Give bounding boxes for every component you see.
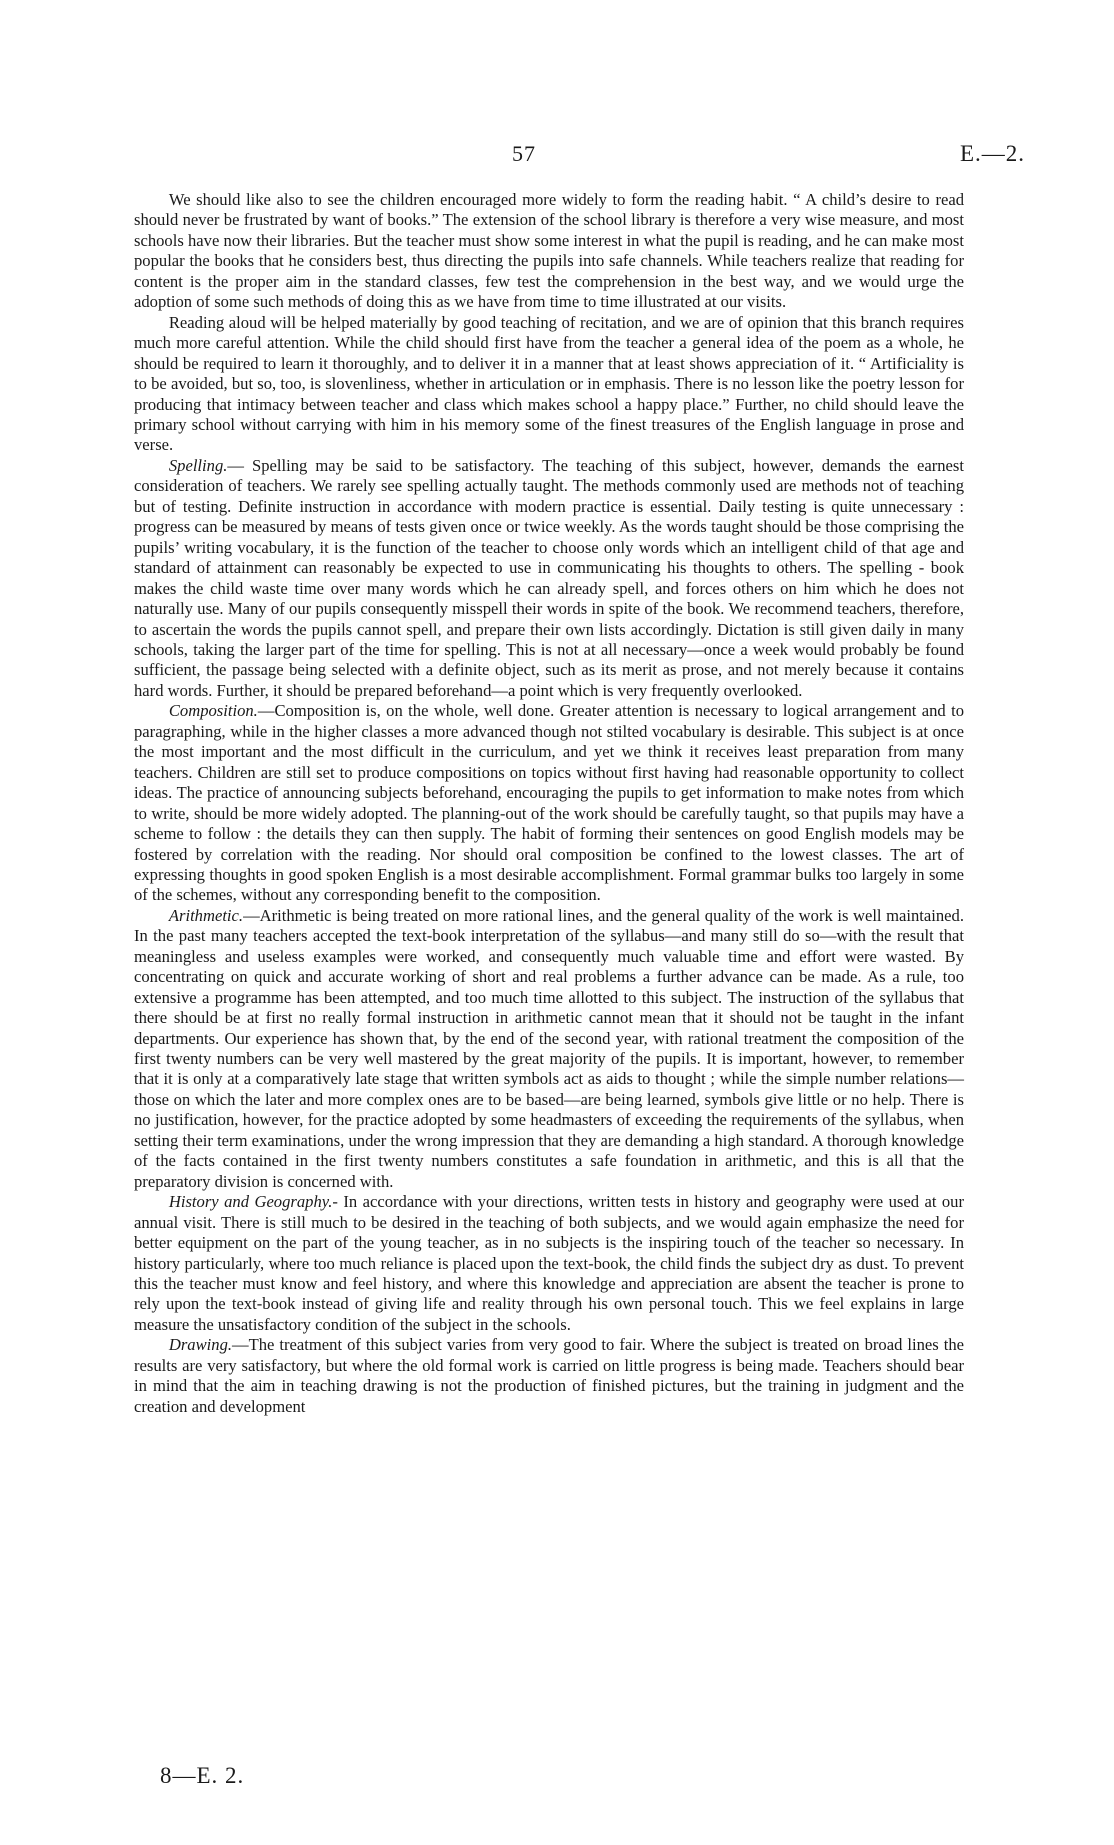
section-heading-drawing: Drawing. [168, 1335, 233, 1355]
paragraph-history-geography [134, 1192, 964, 1335]
paragraph-arithmetic [134, 906, 964, 1192]
body-text [134, 190, 964, 1417]
signature-reference: 8—E. 2. [160, 1763, 245, 1788]
paragraph-text: —Composition is, on the whole, well done. Greater attention is necessary to logical arrangement and to paragraphing, while in the higher classes a more advanced though not stilted vocabulary is desirable. This subject is at once the most important and the most difficult in the curriculum, and yet we think it receives least preparation from many teachers. Children are still set to produce compositions on topics without first having had reasonable opportunity to collect ideas. The practice of announcing subjects beforehand, encouraging the pupils to get information to make notes from which to write, should be more widely adopted. The planning-out of the work should be carefully taught, so that pupils may have a scheme to follow : the details they can then supply. The habit of forming their sentences on good English models may be fostered by correlation with the reading. Nor should oral composition be confined to the lowest classes. The art of expressing thoughts in good spoken English is a most desirable accomplishment. Formal grammar bulks too largely in some of the schemes, without any corresponding benefit to the composition. [134, 701, 964, 905]
paragraph-text: - In accordance with your directions, written tests in history and geography were used at our annual visit. There is still much to be desired in the teaching of both subjects, and we would again emphasize the need for better equipment on the part of the young teacher, as in no subjects is the inspiring touch of the teacher so necessary. In history particularly, where too much reliance is placed upon the text-book, the child finds the subject dry as dust. To prevent this the teacher must know and feel history, and where this knowledge and appreciation are absent the teacher is prone to rely upon the text-book instead of giving life and reality through his own personal touch. This we feel explains in large measure the unsatisfactory condition of the subject in the schools. [134, 1192, 965, 1334]
paragraph-text: —Arithmetic is being treated on more rational lines, and the general quality of the work is well maintained. In the past many teachers accepted the text-book interpretation of the syllabus—and many still do so—with the result that meaningless and useless examples were worked, and consequently much valuable time and effort were wasted. By concentrating on quick and accurate working of short and real problems a further advance can be made. As a rule, too extensive a programme has been attempted, and too much time allotted to this subject. The instruction of the syllabus that there should be at first no really formal instruction in arithmetic cannot mean that it should not be taught in the infant departments. Our experience has shown that, by the end of the second year, with rational treatment the composition of the first twenty numbers can be very well mastered by the great majority of the pupils. It is important, however, to remember that it is only at a comparatively late stage that written symbols act as aids to thought ; while the simple number relations—those on which the later and more complex ones are to be based—are being learned, symbols give little or no help. There is no justification, however, for the practice adopted by some headmasters of exceeding the requirements of the syllabus, when setting their term examinations, under the wrong impression that they are demanding a high standard. A thorough knowledge of the facts contained in the first twenty numbers constitutes a safe foundation in arithmetic, and this is all that the preparatory division is concerned with. [134, 905, 964, 1191]
paragraph-text: Reading aloud will be helped materially by good teaching of recitation, and we are of opinion that this branch requires much more careful attention. While the child should first have from the teacher a general idea of the poem as a whole, he should be required to learn it thoroughly, and to deliver it in a manner that at least shows appreciation of it. “ Artificiality is to be avoided, but so, too, is slovenliness, whether in articulation or in emphasis. There is no lesson like the poetry lesson for producing that intimacy between teacher and class which makes school a happy place.” Further, no child should leave the primary school without carrying with him in his memory some of the finest treasures of the English language in prose and verse. [134, 312, 964, 455]
paragraph-text: —The treatment of this subject varies from very good to fair. Where the subject is treated on broad lines the results are very satisfactory, but where the old formal work is carried on little progress is being made. Teachers should bear in mind that the aim in teaching drawing is not the production of finished pictures, but the training in judgment and the creation and development [134, 1335, 964, 1416]
paragraph-drawing [134, 1335, 964, 1417]
section-heading-spelling: Spelling. [168, 455, 228, 475]
paragraph-reading-habit [134, 190, 964, 313]
paragraph-text: — Spelling may be said to be satisfactory. The teaching of this subject, however, demands the earnest consideration of teachers. We rarely see spelling actually taught. The methods commonly used are methods not of teaching but of testing. Definite instruction in accordance with modern practice is essential. Daily testing is quite unnecessary : progress can be measured by means of tests given once or twice weekly. As the words taught should be those comprising the pupils’ writing vocabulary, it is the function of the teacher to choose only words which an intelligent child of that age and standard of attainment can reasonably be expected to use in communicating his thoughts to others. The spelling - book makes the child waste time over many words which he can already spell, and forces others on him which he does not naturally use. Many of our pupils consequently misspell their words in spite of the book. We recommend teachers, therefore, to ascertain the words the pupils cannot spell, and prepare their own lists accordingly. Dictation is still given daily in many schools, taking the larger part of the time for spelling. This is not at all necessary—once a week would probably be found sufficient, the passage being selected with a definite object, such as its merit as prose, and not merely because it contains hard words. Further, it should be prepared beforehand—a point which is very frequently overlooked. [134, 455, 964, 700]
document-reference: E.—2. [960, 141, 1026, 166]
paragraph-text: We should like also to see the children encouraged more widely to form the reading habit. “ A child’s desire to read should never be frustrated by want of books.” The extension of the school library is therefore a very wise measure, and most schools have now their libraries. But the teacher must show some interest in what the pupil is reading, and he can make most popular the books that he considers best, thus directing the pupils into safe channels. While teachers realize that reading for content is the proper aim in the standard classes, few test the comprehension in the best way, and we would urge the adoption of some such methods of doing this as we have from time to time illustrated at our visits. [134, 190, 964, 312]
section-heading-composition: Composition. [168, 701, 258, 721]
section-heading-arithmetic: Arithmetic. [168, 905, 244, 925]
paragraph-reading-aloud [134, 313, 964, 456]
paragraph-spelling [134, 456, 964, 701]
section-heading-history-geography: History and Geography. [168, 1192, 333, 1212]
paragraph-composition [134, 701, 964, 906]
page-number: 57 [512, 141, 536, 166]
